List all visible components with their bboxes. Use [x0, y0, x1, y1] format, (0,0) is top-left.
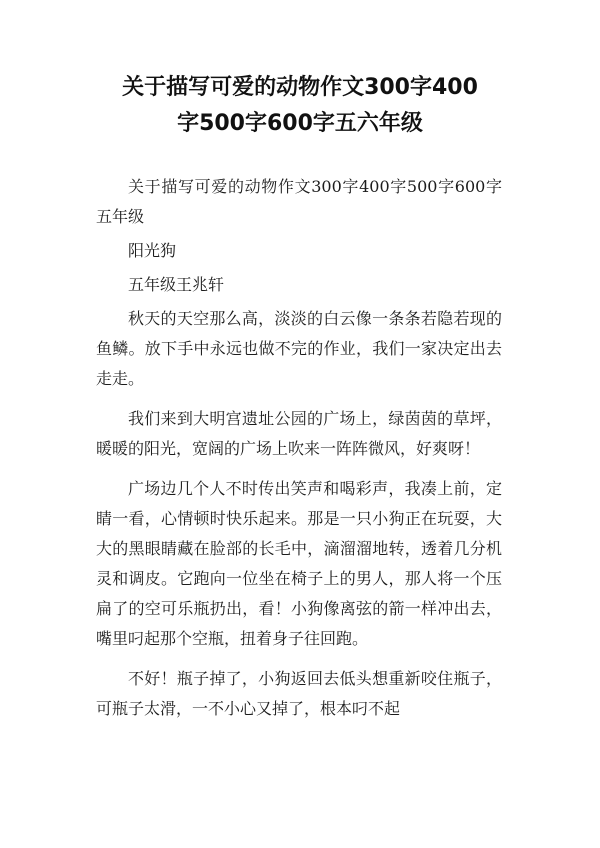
paragraph-author: 五年级王兆轩: [128, 275, 225, 294]
paragraph: 秋天的天空那么高，淡淡的白云像一条条若隐若现的鱼鳞。放下手中永远也做不完的作业，我们一家决定出去走走。: [96, 309, 502, 388]
paragraph: 我们来到大明宫遗址公园的广场上，绿茵茵的草坪，暖暖的阳光，宽阔的广场上吹来一阵阵微风，好爽呀！: [96, 409, 502, 458]
paragraph: 广场边几个人不时传出笑声和喝彩声，我凑上前，定睛一看，心情顿时快乐起来。那是一只小狗正在玩耍，大大的黑眼睛藏在脸部的长毛中，滴溜溜地转，透着几分机灵和调皮。它跑向一位坐在椅子上的男人，那人将一个压扁了的空可乐瓶扔出，看！小狗像离弦的箭一样冲出去，嘴里叼起那个空瓶，扭着身子往回跑。: [96, 479, 502, 648]
paragraph-heading: 关于描写可爱的动物作文300字400字500字600字五年级: [96, 177, 502, 226]
document-title: [60, 70, 540, 142]
document-title-line-1: 关于描写可爱的动物作文300字400: [122, 75, 478, 100]
paragraph: 不好！瓶子掉了，小狗返回去低头想重新咬住瓶子，可瓶子太滑，一不小心又掉了，根本叼不起: [96, 669, 502, 718]
document-body: [96, 172, 502, 734]
document-title-line-2: 字500字600字五六年级: [177, 111, 423, 136]
paragraph-essay-title: 阳光狗: [128, 241, 177, 260]
